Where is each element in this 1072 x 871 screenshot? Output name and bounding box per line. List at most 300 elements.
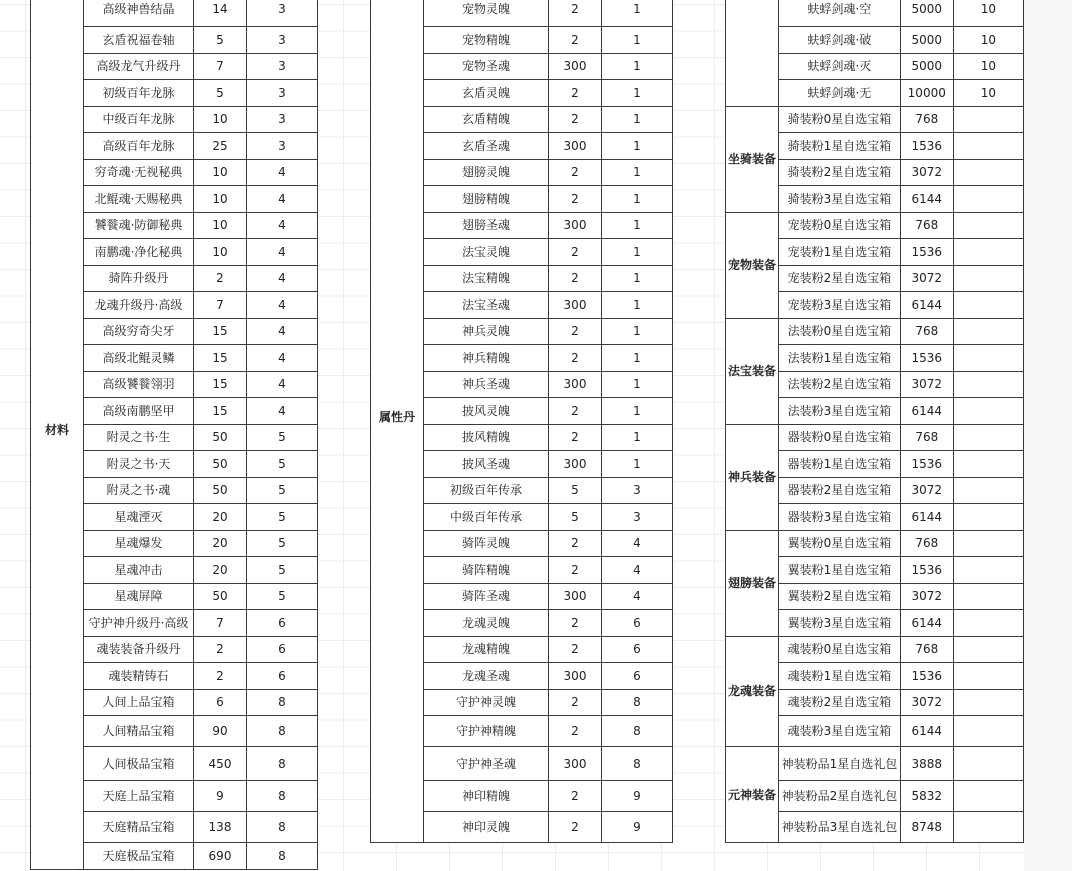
quantity-cell[interactable]: 5	[549, 504, 602, 531]
level-cell[interactable]	[953, 663, 1023, 690]
item-name-cell[interactable]: 法宝灵魄	[424, 239, 549, 266]
quantity-cell[interactable]: 2	[194, 265, 247, 292]
group-label-cell[interactable]: 神兵装备	[726, 424, 779, 530]
item-name-cell[interactable]: 星魂冲击	[84, 557, 194, 584]
quantity-cell[interactable]: 2	[549, 345, 602, 372]
item-name-cell[interactable]: 南鹏魂·净化秘典	[84, 239, 194, 266]
item-name-cell[interactable]: 宠装粉0星自选宝箱	[778, 212, 900, 239]
level-cell[interactable]	[953, 159, 1023, 186]
level-cell[interactable]: 8	[247, 716, 318, 747]
level-cell[interactable]: 3	[247, 106, 318, 133]
item-name-cell[interactable]: 魂装粉2星自选宝箱	[778, 689, 900, 716]
item-name-cell[interactable]: 法装粉3星自选宝箱	[778, 398, 900, 425]
quantity-cell[interactable]: 50	[194, 477, 247, 504]
level-cell[interactable]	[953, 239, 1023, 266]
level-cell[interactable]: 10	[953, 0, 1023, 27]
item-name-cell[interactable]: 星魂爆发	[84, 530, 194, 557]
level-cell[interactable]	[953, 318, 1023, 345]
level-cell[interactable]: 8	[247, 843, 318, 870]
quantity-cell[interactable]: 2	[549, 716, 602, 747]
quantity-cell[interactable]: 2	[549, 689, 602, 716]
quantity-cell[interactable]: 15	[194, 398, 247, 425]
item-name-cell[interactable]: 器装粉2星自选宝箱	[778, 477, 900, 504]
level-cell[interactable]: 8	[602, 747, 673, 781]
level-cell[interactable]: 4	[602, 583, 673, 610]
level-cell[interactable]: 4	[247, 212, 318, 239]
level-cell[interactable]: 1	[602, 398, 673, 425]
quantity-cell[interactable]: 768	[900, 424, 953, 451]
level-cell[interactable]: 1	[602, 292, 673, 319]
level-cell[interactable]	[953, 583, 1023, 610]
quantity-cell[interactable]: 6144	[900, 716, 953, 747]
table-row	[726, 212, 1024, 239]
item-name-cell[interactable]: 高级神兽结晶	[84, 0, 194, 27]
level-cell[interactable]: 1	[602, 106, 673, 133]
item-name-cell[interactable]: 披风灵魄	[424, 398, 549, 425]
item-name-cell[interactable]: 魂装粉1星自选宝箱	[778, 663, 900, 690]
item-name-cell[interactable]: 龙魂升级丹·高级	[84, 292, 194, 319]
item-name-cell[interactable]: 宠物灵魄	[424, 0, 549, 27]
level-cell[interactable]	[953, 424, 1023, 451]
quantity-cell[interactable]: 768	[900, 212, 953, 239]
quantity-cell[interactable]: 3072	[900, 477, 953, 504]
level-cell[interactable]	[953, 451, 1023, 478]
level-cell[interactable]	[953, 212, 1023, 239]
level-cell[interactable]: 1	[602, 27, 673, 54]
quantity-cell[interactable]: 300	[549, 451, 602, 478]
level-cell[interactable]: 1	[602, 371, 673, 398]
quantity-cell[interactable]: 2	[549, 106, 602, 133]
item-name-cell[interactable]: 高级饕餮翎羽	[84, 371, 194, 398]
level-cell[interactable]	[953, 530, 1023, 557]
level-cell[interactable]: 8	[247, 781, 318, 812]
quantity-cell[interactable]: 6144	[900, 504, 953, 531]
level-cell[interactable]: 10	[953, 27, 1023, 54]
item-name-cell[interactable]: 骑装粉0星自选宝箱	[778, 106, 900, 133]
quantity-cell[interactable]: 768	[900, 636, 953, 663]
level-cell[interactable]	[953, 812, 1023, 843]
item-name-cell[interactable]: 神兵灵魄	[424, 318, 549, 345]
level-cell[interactable]: 5	[247, 557, 318, 584]
item-name-cell[interactable]: 法装粉1星自选宝箱	[778, 345, 900, 372]
level-cell[interactable]	[953, 371, 1023, 398]
group-label-cell[interactable]	[726, 0, 779, 106]
level-cell[interactable]: 4	[602, 530, 673, 557]
level-cell[interactable]: 1	[602, 451, 673, 478]
level-cell[interactable]	[953, 106, 1023, 133]
level-cell[interactable]: 4	[247, 398, 318, 425]
quantity-cell[interactable]: 2	[549, 530, 602, 557]
group-label-cell[interactable]: 翅膀装备	[726, 530, 779, 636]
quantity-cell[interactable]: 450	[194, 747, 247, 781]
equipment-table	[725, 0, 1024, 843]
item-name-cell[interactable]: 初级百年传承	[424, 477, 549, 504]
level-cell[interactable]: 1	[602, 212, 673, 239]
quantity-cell[interactable]: 300	[549, 747, 602, 781]
quantity-cell[interactable]: 5000	[900, 27, 953, 54]
quantity-cell[interactable]: 2	[549, 186, 602, 213]
item-name-cell[interactable]: 蚨蜉剑魂·破	[778, 27, 900, 54]
quantity-cell[interactable]: 1536	[900, 133, 953, 160]
materials-table	[30, 0, 318, 870]
level-cell[interactable]: 3	[247, 133, 318, 160]
item-name-cell[interactable]: 神印灵魄	[424, 812, 549, 843]
quantity-cell[interactable]: 25	[194, 133, 247, 160]
item-name-cell[interactable]: 天庭极品宝箱	[84, 843, 194, 870]
item-name-cell[interactable]: 人间极品宝箱	[84, 747, 194, 781]
quantity-cell[interactable]: 300	[549, 583, 602, 610]
item-name-cell[interactable]: 玄盾祝福卷轴	[84, 27, 194, 54]
quantity-cell[interactable]: 50	[194, 424, 247, 451]
level-cell[interactable]: 1	[602, 133, 673, 160]
item-name-cell[interactable]: 宠物圣魂	[424, 53, 549, 80]
item-name-cell[interactable]: 附灵之书·魂	[84, 477, 194, 504]
item-name-cell[interactable]: 魂装粉3星自选宝箱	[778, 716, 900, 747]
quantity-cell[interactable]: 10	[194, 159, 247, 186]
quantity-cell[interactable]: 15	[194, 318, 247, 345]
quantity-cell[interactable]: 300	[549, 663, 602, 690]
level-cell[interactable]: 4	[247, 186, 318, 213]
level-cell[interactable]	[953, 557, 1023, 584]
item-name-cell[interactable]: 北鲲魂·天赐秘典	[84, 186, 194, 213]
item-name-cell[interactable]: 高级南鹏坚甲	[84, 398, 194, 425]
level-cell[interactable]: 5	[247, 530, 318, 557]
table-row	[726, 318, 1024, 345]
item-name-cell[interactable]: 法宝精魄	[424, 265, 549, 292]
item-name-cell[interactable]: 初级百年龙脉	[84, 80, 194, 107]
quantity-cell[interactable]: 2	[549, 265, 602, 292]
quantity-cell[interactable]: 20	[194, 530, 247, 557]
item-name-cell[interactable]: 中级百年龙脉	[84, 106, 194, 133]
item-name-cell[interactable]: 守护神灵魄	[424, 689, 549, 716]
level-cell[interactable]: 8	[247, 747, 318, 781]
quantity-cell[interactable]: 2	[549, 610, 602, 637]
item-name-cell[interactable]: 法宝圣魂	[424, 292, 549, 319]
quantity-cell[interactable]: 2	[549, 781, 602, 812]
quantity-cell[interactable]: 1536	[900, 451, 953, 478]
level-cell[interactable]: 1	[602, 345, 673, 372]
level-cell[interactable]	[953, 345, 1023, 372]
quantity-cell[interactable]: 2	[549, 239, 602, 266]
level-cell[interactable]: 1	[602, 0, 673, 27]
quantity-cell[interactable]: 3072	[900, 371, 953, 398]
quantity-cell[interactable]: 5	[194, 80, 247, 107]
level-cell[interactable]	[953, 292, 1023, 319]
quantity-cell[interactable]: 6144	[900, 398, 953, 425]
quantity-cell[interactable]: 7	[194, 610, 247, 637]
level-cell[interactable]	[953, 265, 1023, 292]
quantity-cell[interactable]: 1536	[900, 663, 953, 690]
quantity-cell[interactable]: 10	[194, 212, 247, 239]
item-name-cell[interactable]: 高级穷奇尖牙	[84, 318, 194, 345]
quantity-cell[interactable]: 1536	[900, 345, 953, 372]
item-name-cell[interactable]: 高级龙气升级丹	[84, 53, 194, 80]
item-name-cell[interactable]: 龙魂灵魄	[424, 610, 549, 637]
item-name-cell[interactable]: 人间上品宝箱	[84, 689, 194, 716]
item-name-cell[interactable]: 神兵精魄	[424, 345, 549, 372]
level-cell[interactable]: 1	[602, 80, 673, 107]
quantity-cell[interactable]: 1536	[900, 557, 953, 584]
item-name-cell[interactable]: 守护神精魄	[424, 716, 549, 747]
level-cell[interactable]	[953, 716, 1023, 747]
item-name-cell[interactable]: 蚨蜉剑魂·无	[778, 80, 900, 107]
level-cell[interactable]: 4	[247, 371, 318, 398]
quantity-cell[interactable]: 7	[194, 292, 247, 319]
level-cell[interactable]: 6	[602, 610, 673, 637]
item-name-cell[interactable]: 天庭上品宝箱	[84, 781, 194, 812]
quantity-cell[interactable]: 2	[194, 636, 247, 663]
level-cell[interactable]: 1	[602, 318, 673, 345]
quantity-cell[interactable]: 300	[549, 133, 602, 160]
quantity-cell[interactable]: 10	[194, 186, 247, 213]
level-cell[interactable]: 6	[602, 636, 673, 663]
item-name-cell[interactable]: 翅膀灵魄	[424, 159, 549, 186]
level-cell[interactable]: 9	[602, 781, 673, 812]
level-cell[interactable]: 3	[247, 27, 318, 54]
quantity-cell[interactable]: 5	[549, 477, 602, 504]
quantity-cell[interactable]: 2	[549, 159, 602, 186]
level-cell[interactable]: 8	[247, 689, 318, 716]
item-name-cell[interactable]: 高级百年龙脉	[84, 133, 194, 160]
quantity-cell[interactable]: 2	[549, 557, 602, 584]
item-name-cell[interactable]: 魂装粉0星自选宝箱	[778, 636, 900, 663]
quantity-cell[interactable]: 50	[194, 583, 247, 610]
item-name-cell[interactable]: 玄盾精魄	[424, 106, 549, 133]
level-cell[interactable]	[953, 689, 1023, 716]
item-name-cell[interactable]: 神装粉品1星自选礼包	[778, 747, 900, 781]
level-cell[interactable]	[953, 504, 1023, 531]
item-name-cell[interactable]: 饕餮魂·防御秘典	[84, 212, 194, 239]
quantity-cell[interactable]: 768	[900, 318, 953, 345]
quantity-cell[interactable]: 690	[194, 843, 247, 870]
level-cell[interactable]	[953, 477, 1023, 504]
quantity-cell[interactable]: 300	[549, 371, 602, 398]
quantity-cell[interactable]: 300	[549, 212, 602, 239]
item-name-cell[interactable]: 骑装粉1星自选宝箱	[778, 133, 900, 160]
level-cell[interactable]: 8	[247, 812, 318, 843]
quantity-cell[interactable]: 20	[194, 557, 247, 584]
quantity-cell[interactable]: 138	[194, 812, 247, 843]
quantity-cell[interactable]: 1536	[900, 239, 953, 266]
item-name-cell[interactable]: 宠装粉3星自选宝箱	[778, 292, 900, 319]
quantity-cell[interactable]: 2	[549, 27, 602, 54]
item-name-cell[interactable]: 天庭精品宝箱	[84, 812, 194, 843]
item-name-cell[interactable]: 龙魂精魄	[424, 636, 549, 663]
quantity-cell[interactable]: 20	[194, 504, 247, 531]
table-row	[726, 106, 1024, 133]
level-cell[interactable]: 6	[602, 663, 673, 690]
item-name-cell[interactable]: 人间精品宝箱	[84, 716, 194, 747]
item-name-cell[interactable]: 星魂屏障	[84, 583, 194, 610]
item-name-cell[interactable]: 骑装粉2星自选宝箱	[778, 159, 900, 186]
item-name-cell[interactable]: 魂装精铸石	[84, 663, 194, 690]
quantity-cell[interactable]: 10	[194, 239, 247, 266]
level-cell[interactable]: 6	[247, 636, 318, 663]
item-name-cell[interactable]: 骑阵升级丹	[84, 265, 194, 292]
quantity-cell[interactable]: 14	[194, 0, 247, 27]
item-name-cell[interactable]: 中级百年传承	[424, 504, 549, 531]
quantity-cell[interactable]: 2	[549, 398, 602, 425]
level-cell[interactable]: 4	[247, 265, 318, 292]
level-cell[interactable]	[953, 610, 1023, 637]
level-cell[interactable]: 8	[602, 716, 673, 747]
item-name-cell[interactable]: 骑阵灵魄	[424, 530, 549, 557]
group-label-cell[interactable]: 龙魂装备	[726, 636, 779, 747]
quantity-cell[interactable]: 3072	[900, 583, 953, 610]
item-name-cell[interactable]: 星魂湮灭	[84, 504, 194, 531]
quantity-cell[interactable]: 2	[194, 663, 247, 690]
level-cell[interactable]	[953, 133, 1023, 160]
item-name-cell[interactable]: 神装粉品2星自选礼包	[778, 781, 900, 812]
quantity-cell[interactable]: 5	[194, 27, 247, 54]
quantity-cell[interactable]: 3072	[900, 159, 953, 186]
quantity-cell[interactable]: 2	[549, 636, 602, 663]
level-cell[interactable]: 3	[247, 53, 318, 80]
level-cell[interactable]: 4	[247, 239, 318, 266]
group-label-cell[interactable]: 宠物装备	[726, 212, 779, 318]
quantity-cell[interactable]: 5832	[900, 781, 953, 812]
level-cell[interactable]: 5	[247, 504, 318, 531]
level-cell[interactable]: 10	[953, 53, 1023, 80]
item-name-cell[interactable]: 翼装粉2星自选宝箱	[778, 583, 900, 610]
item-name-cell[interactable]: 翼装粉1星自选宝箱	[778, 557, 900, 584]
quantity-cell[interactable]: 15	[194, 345, 247, 372]
item-name-cell[interactable]: 穷奇魂·无视秘典	[84, 159, 194, 186]
item-name-cell[interactable]: 器装粉1星自选宝箱	[778, 451, 900, 478]
level-cell[interactable]: 5	[247, 424, 318, 451]
item-name-cell[interactable]: 魂装装备升级丹	[84, 636, 194, 663]
level-cell[interactable]: 4	[247, 345, 318, 372]
item-name-cell[interactable]: 神兵圣魂	[424, 371, 549, 398]
level-cell[interactable]: 4	[602, 557, 673, 584]
quantity-cell[interactable]: 90	[194, 716, 247, 747]
level-cell[interactable]: 10	[953, 80, 1023, 107]
item-name-cell[interactable]: 蚨蜉剑魂·空	[778, 0, 900, 27]
quantity-cell[interactable]: 6	[194, 689, 247, 716]
item-name-cell[interactable]: 器装粉3星自选宝箱	[778, 504, 900, 531]
quantity-cell[interactable]: 10000	[900, 80, 953, 107]
level-cell[interactable]: 5	[247, 583, 318, 610]
quantity-cell[interactable]: 2	[549, 0, 602, 27]
item-name-cell[interactable]: 高级北鲲灵鳞	[84, 345, 194, 372]
item-name-cell[interactable]: 骑阵圣魂	[424, 583, 549, 610]
level-cell[interactable]	[953, 781, 1023, 812]
level-cell[interactable]	[953, 186, 1023, 213]
table-row	[371, 0, 673, 27]
level-cell[interactable]: 3	[602, 504, 673, 531]
item-name-cell[interactable]: 玄盾圣魂	[424, 133, 549, 160]
item-name-cell[interactable]: 神装粉品3星自选礼包	[778, 812, 900, 843]
table-row	[31, 0, 318, 27]
item-name-cell[interactable]: 器装粉0星自选宝箱	[778, 424, 900, 451]
item-name-cell[interactable]: 附灵之书·天	[84, 451, 194, 478]
item-name-cell[interactable]: 披风精魄	[424, 424, 549, 451]
item-name-cell[interactable]: 附灵之书·生	[84, 424, 194, 451]
level-cell[interactable]: 5	[247, 477, 318, 504]
quantity-cell[interactable]: 3888	[900, 747, 953, 781]
quantity-cell[interactable]: 50	[194, 451, 247, 478]
item-name-cell[interactable]: 骑阵精魄	[424, 557, 549, 584]
level-cell[interactable]: 1	[602, 159, 673, 186]
level-cell[interactable]: 1	[602, 424, 673, 451]
quantity-cell[interactable]: 6144	[900, 610, 953, 637]
quantity-cell[interactable]: 3072	[900, 265, 953, 292]
level-cell[interactable]: 1	[602, 239, 673, 266]
level-cell[interactable]: 8	[602, 689, 673, 716]
level-cell[interactable]: 6	[247, 610, 318, 637]
item-name-cell[interactable]: 宠装粉1星自选宝箱	[778, 239, 900, 266]
level-cell[interactable]: 3	[602, 477, 673, 504]
quantity-cell[interactable]: 10	[194, 106, 247, 133]
level-cell[interactable]: 1	[602, 186, 673, 213]
item-name-cell[interactable]: 翅膀精魄	[424, 186, 549, 213]
level-cell[interactable]	[953, 747, 1023, 781]
quantity-cell[interactable]: 15	[194, 371, 247, 398]
level-cell[interactable]	[953, 398, 1023, 425]
quantity-cell[interactable]: 9	[194, 781, 247, 812]
group-label-cell[interactable]: 属性丹	[371, 0, 424, 843]
quantity-cell[interactable]: 6144	[900, 292, 953, 319]
quantity-cell[interactable]: 3072	[900, 689, 953, 716]
quantity-cell[interactable]: 2	[549, 424, 602, 451]
level-cell[interactable]: 1	[602, 53, 673, 80]
vertical-scroll-gutter[interactable]	[1024, 0, 1072, 871]
item-name-cell[interactable]: 骑装粉3星自选宝箱	[778, 186, 900, 213]
quantity-cell[interactable]: 8748	[900, 812, 953, 843]
level-cell[interactable]: 3	[247, 80, 318, 107]
level-cell[interactable]: 3	[247, 0, 318, 27]
level-cell[interactable]: 9	[602, 812, 673, 843]
quantity-cell[interactable]: 768	[900, 530, 953, 557]
item-name-cell[interactable]: 翅膀圣魂	[424, 212, 549, 239]
item-name-cell[interactable]: 神印精魄	[424, 781, 549, 812]
item-name-cell[interactable]: 翼装粉0星自选宝箱	[778, 530, 900, 557]
item-name-cell[interactable]: 披风圣魂	[424, 451, 549, 478]
level-cell[interactable]: 1	[602, 265, 673, 292]
group-label-cell[interactable]: 坐骑装备	[726, 106, 779, 212]
quantity-cell[interactable]: 300	[549, 292, 602, 319]
quantity-cell[interactable]: 2	[549, 812, 602, 843]
item-name-cell[interactable]: 法装粉0星自选宝箱	[778, 318, 900, 345]
quantity-cell[interactable]: 5000	[900, 0, 953, 27]
quantity-cell[interactable]: 7	[194, 53, 247, 80]
item-name-cell[interactable]: 宠装粉2星自选宝箱	[778, 265, 900, 292]
group-label-cell[interactable]: 元神装备	[726, 747, 779, 843]
level-cell[interactable]: 4	[247, 318, 318, 345]
level-cell[interactable]: 6	[247, 663, 318, 690]
item-name-cell[interactable]: 守护神圣魂	[424, 747, 549, 781]
item-name-cell[interactable]: 玄盾灵魄	[424, 80, 549, 107]
quantity-cell[interactable]: 5000	[900, 53, 953, 80]
level-cell[interactable]: 5	[247, 451, 318, 478]
quantity-cell[interactable]: 2	[549, 318, 602, 345]
quantity-cell[interactable]: 768	[900, 106, 953, 133]
level-cell[interactable]: 4	[247, 159, 318, 186]
quantity-cell[interactable]: 2	[549, 80, 602, 107]
item-name-cell[interactable]: 宠物精魄	[424, 27, 549, 54]
item-name-cell[interactable]: 法装粉2星自选宝箱	[778, 371, 900, 398]
quantity-cell[interactable]: 300	[549, 53, 602, 80]
item-name-cell[interactable]: 守护神升级丹·高级	[84, 610, 194, 637]
quantity-cell[interactable]: 6144	[900, 186, 953, 213]
item-name-cell[interactable]: 翼装粉3星自选宝箱	[778, 610, 900, 637]
item-name-cell[interactable]: 龙魂圣魂	[424, 663, 549, 690]
level-cell[interactable]: 4	[247, 292, 318, 319]
item-name-cell[interactable]: 蚨蜉剑魂·灭	[778, 53, 900, 80]
level-cell[interactable]	[953, 636, 1023, 663]
group-label-cell[interactable]: 材料	[31, 0, 84, 869]
group-label-cell[interactable]: 法宝装备	[726, 318, 779, 424]
